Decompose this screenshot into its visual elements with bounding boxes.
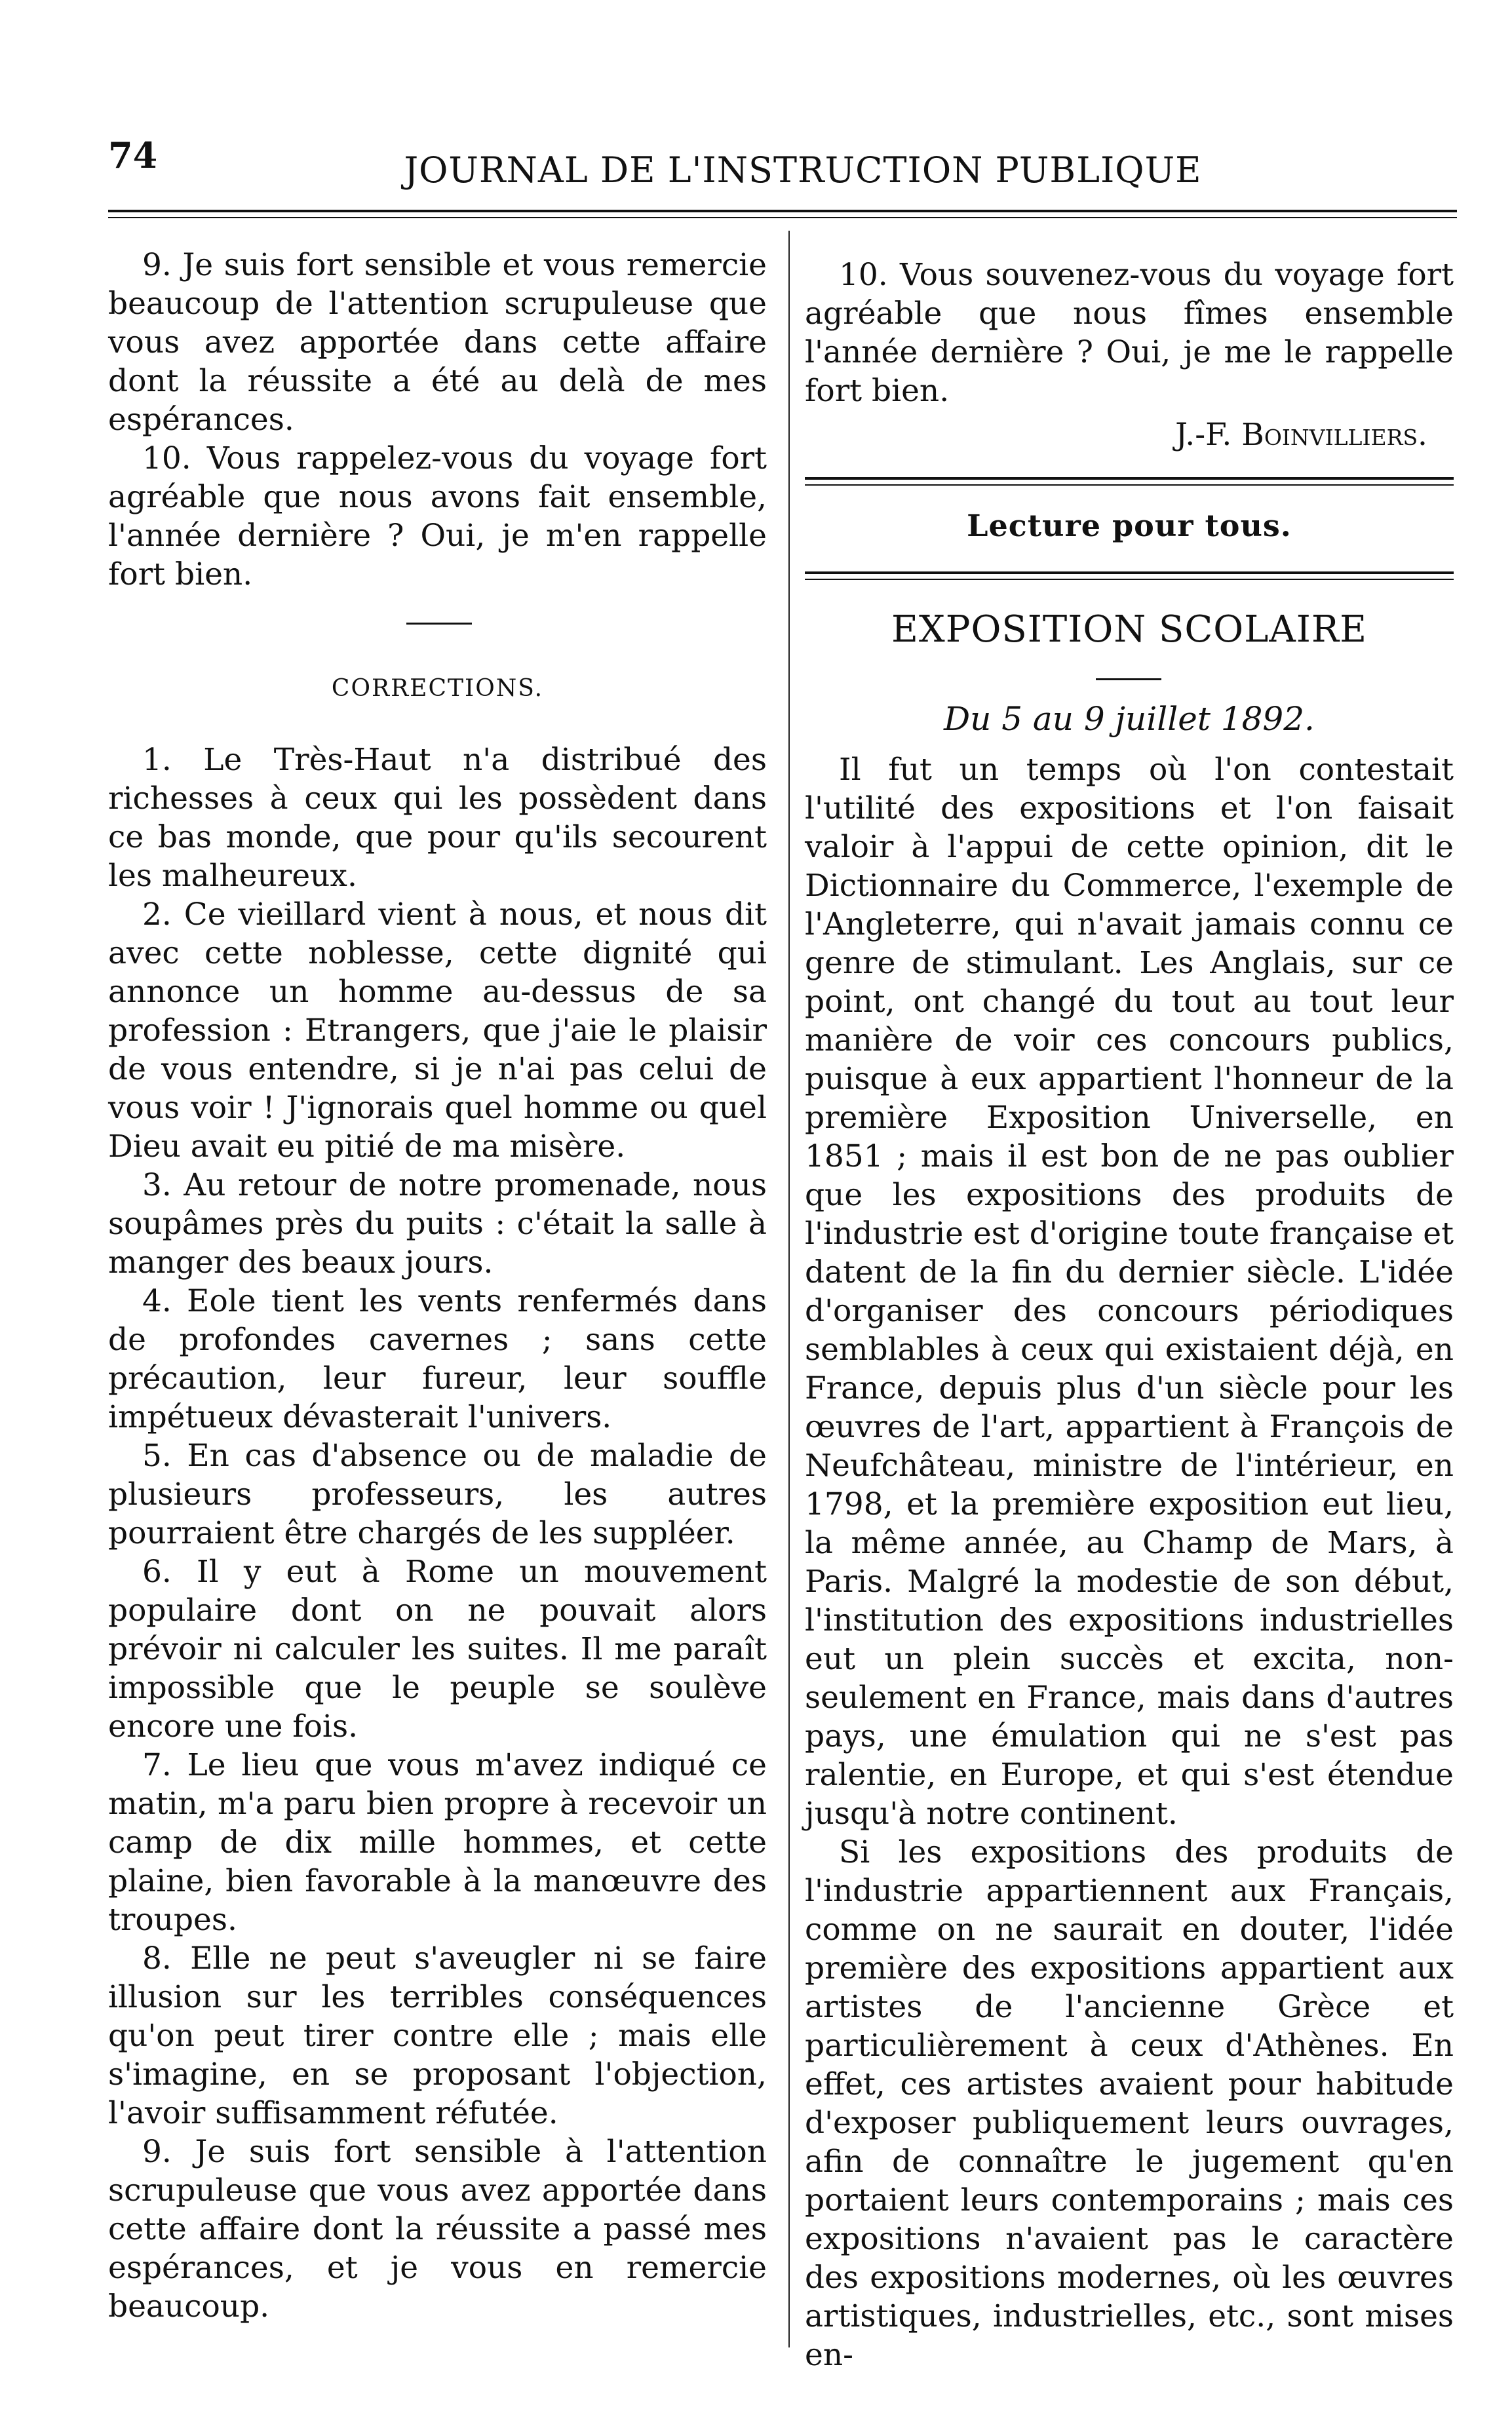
correction-item: 3. Au retour de notre promenade, nous soupâmes près du puits : c'était la salle à manger des beaux jours.: [108, 1167, 767, 1281]
correction-item: 6. Il y eut à Rome un mouvement populaire dont on ne pouvait alors prévoir ni calculer les suites. Il me paraît impossible que le peuple se soulève encore une fois.: [108, 1554, 767, 1745]
section-separator-rule: [406, 623, 472, 625]
section-rule-bottom: [805, 571, 1454, 580]
column-divider: [788, 231, 790, 2347]
article-body: [805, 750, 1454, 2374]
exercise-item: 9. Je suis fort sensible et vous remercie beaucoup de l'attention scrupuleuse que vous avez apportée dans cette affaire dont la réussite a été au delà de mes espérances.: [108, 247, 767, 438]
exercise-item: 10. Vous rappelez-vous du voyage fort agréable que nous avons fait ensemble, l'année dernière ? Oui, je m'en rappelle fort bien.: [108, 440, 767, 592]
exercise-item: 10. Vous souvenez-vous du voyage fort agréable que nous fîmes ensemble l'année dernière ? Oui, je me le rappelle fort bien.: [805, 257, 1454, 409]
correction-item: 8. Elle ne peut s'aveugler ni se faire illusion sur les terribles conséquences qu'on peut tirer contre elle ; mais elle s'imagine, en se proposant l'objection, l'avoir suffisamment réfutée.: [108, 1940, 767, 2131]
section-label: Lecture pour tous.: [967, 508, 1292, 543]
page-number: 74: [108, 134, 158, 176]
article-paragraph: Il fut un temps où l'on contestait l'utilité des expositions et l'on faisait valoir à l'appui de cette opinion, dit le Dictionnaire du Commerce, l'exemple de l'Angleterre, qui n'avait jamais connu ce genre de stimulant. Les Anglais, sur ce point, ont changé du tout au tout leur manière de voir ces concours publics, puisque à eux appartient l'honneur de la première Exposition Universelle, en 1851 ; mais il est bon de ne pas oublier que les expositions des produits de l'industrie est d'origine toute française et datent de la fin du dernier siècle. L'idée d'organiser des concours périodiques semblables à ceux qui existaient déjà, en France, depuis plus d'un siècle pour les œuvres de l'art, appartient à François de Neufchâteau, ministre de l'intérieur, en 1798, et la première exposition eut lieu, la même année, au Champ de Mars, à Paris. Malgré la modestie de son début, l'institution des expositions industrielles eut un plein succès et excita, non-seulement en France, mais dans d'autres pays, une émulation qui ne s'est pas ralentie, en Europe, et qui s'est étendue jusqu'à notre continent.: [805, 752, 1454, 1832]
correction-item: 7. Le lieu que vous m'avez indiqué ce matin, m'a paru bien propre à recevoir un camp de dix mille hommes, et cette plaine, bien favorable à la manœuvre des troupes.: [108, 1747, 767, 1938]
article-subtitle: Du 5 au 9 juillet 1892.: [944, 700, 1315, 738]
corrections-list: [108, 741, 767, 2326]
correction-item: 2. Ce vieillard vient à nous, et nous dit avec cette noblesse, cette dignité qui annonce un homme au-dessus de sa profession : Etrangers, que j'aie le plaisir de vous entendre, si je n'ai pas celui de vous voir ! J'ignorais quel homme ou quel Dieu avait eu pitié de ma misère.: [108, 897, 767, 1165]
header-rule: [108, 210, 1457, 218]
correction-item: 5. En cas d'absence ou de maladie de plusieurs professeurs, les autres pourraient être chargés de les suppléer.: [108, 1438, 767, 1551]
correction-item: 1. Le Très-Haut n'a distribué des richesses à ceux qui les possèdent dans ce bas monde, que pour qu'ils secourent les malheureux.: [108, 742, 767, 894]
section-rule-top: [805, 477, 1454, 486]
right-exercise-block: [805, 256, 1454, 454]
correction-item: 4. Eole tient les vents renfermés dans de profondes cavernes ; sans cette précaution, leur fureur, leur souffle impétueux dévasterait l'univers.: [108, 1283, 767, 1435]
article-paragraph: Si les expositions des produits de l'industrie appartiennent aux Français, comme on ne saurait en douter, l'idée première des expositions appartient aux artistes de l'ancienne Grèce et particulièrement à ceux d'Athènes. En effet, ces artistes avaient pour habitude d'exposer publiquement leurs ouvrages, afin de connaître le jugement qu'en portaient leurs contemporains ; mais ces expositions n'avaient pas le caractère des expositions modernes, où les œuvres artistiques, industrielles, etc., sont mises en-: [805, 1834, 1454, 2373]
author-signature: J.-F. Boinvilliers.: [1175, 417, 1427, 453]
title-separator-rule: [1096, 678, 1161, 680]
corrections-heading: CORRECTIONS.: [331, 675, 544, 702]
correction-item: 9. Je suis fort sensible à l'attention scrupuleuse que vous avez apportée dans cette affaire dont la réussite a passé mes espérances, et je vous en remercie beaucoup.: [108, 2134, 767, 2325]
article-title: EXPOSITION SCOLAIRE: [891, 608, 1367, 651]
running-title: JOURNAL DE L'INSTRUCTION PUBLIQUE: [404, 149, 1202, 191]
left-exercise-block: [108, 246, 767, 594]
